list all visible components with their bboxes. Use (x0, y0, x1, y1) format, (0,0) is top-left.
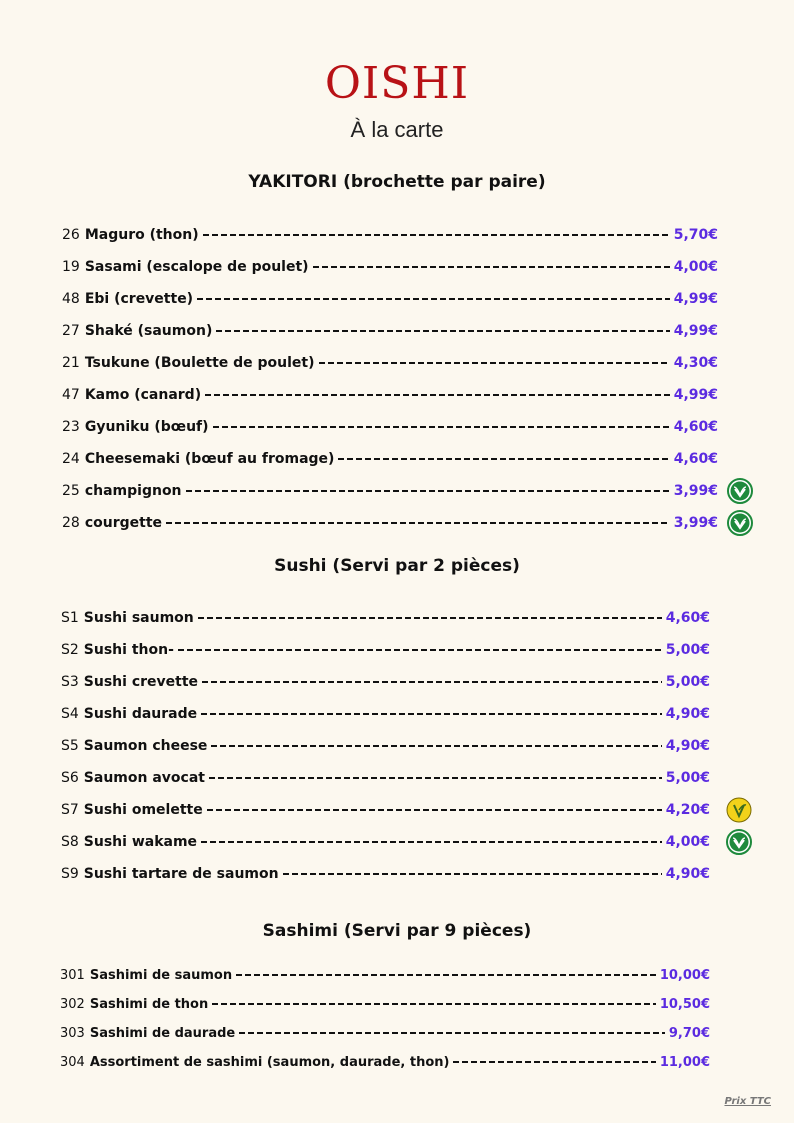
item-price: 4,99€ (673, 387, 718, 403)
item-number: S7 (61, 802, 79, 818)
item-number: S1 (61, 610, 79, 626)
dotted-leader (313, 266, 670, 268)
menu-item-row (62, 479, 718, 503)
item-number: 24 (62, 451, 80, 467)
item-price: 10,00€ (659, 967, 710, 983)
item-price: 4,90€ (665, 738, 710, 754)
menu-item-row (60, 1050, 710, 1074)
menu-item-row (61, 734, 710, 758)
menu-item-row (62, 415, 718, 439)
dotted-leader (209, 777, 662, 779)
item-name: Sashimi de daurade (89, 1025, 236, 1041)
item-name: champignon (84, 483, 182, 499)
dotted-leader (201, 713, 662, 715)
item-name: Maguro (thon) (84, 227, 199, 243)
dotted-leader (216, 330, 669, 332)
menu-item-row (61, 606, 710, 630)
item-number: 28 (62, 515, 80, 531)
menu-item-row (61, 766, 710, 790)
item-price: 5,00€ (665, 770, 710, 786)
dotted-leader (207, 809, 662, 811)
item-price: 4,30€ (673, 355, 718, 371)
menu-item-row (60, 963, 710, 987)
item-price: 4,00€ (673, 259, 718, 275)
restaurant-title: OISHI (324, 58, 470, 109)
item-number: 47 (62, 387, 80, 403)
item-number: 301 (60, 967, 85, 983)
dotted-leader (213, 426, 670, 428)
item-name: Tsukune (Boulette de poulet) (84, 355, 315, 371)
item-name: Sushi daurade (83, 706, 198, 722)
item-number: 48 (62, 291, 80, 307)
vegan-icon (726, 829, 752, 855)
menu-item-row (62, 351, 718, 375)
item-price: 4,99€ (673, 291, 718, 307)
menu-item-row (60, 992, 710, 1016)
item-number: 302 (60, 996, 85, 1012)
item-number: S5 (61, 738, 79, 754)
item-price: 3,99€ (673, 515, 718, 531)
item-price: 10,50€ (659, 996, 710, 1012)
item-price: 5,70€ (673, 227, 718, 243)
item-name: Kamo (canard) (84, 387, 202, 403)
item-number: 27 (62, 323, 80, 339)
menu-item-row (62, 511, 718, 535)
menu-item-row (62, 255, 718, 279)
item-price: 3,99€ (673, 483, 718, 499)
dotted-leader (236, 974, 656, 976)
dotted-leader (205, 394, 670, 396)
dotted-leader (178, 649, 662, 651)
item-name: Sushi crevette (83, 674, 199, 690)
item-number: 25 (62, 483, 80, 499)
item-price: 5,00€ (665, 674, 710, 690)
dotted-leader (201, 841, 662, 843)
item-price: 4,90€ (665, 706, 710, 722)
menu-subtitle: À la carte (350, 117, 444, 142)
section-title-yakitori: YAKITORI (brochette par paire) (248, 172, 546, 192)
item-name: Sasami (escalope de poulet) (84, 259, 309, 275)
item-price: 4,00€ (665, 834, 710, 850)
item-price: 4,60€ (673, 451, 718, 467)
menu-item-row (61, 862, 710, 886)
item-price: 4,20€ (665, 802, 710, 818)
menu-item-row (62, 447, 718, 471)
menu-item-row (62, 319, 718, 343)
item-name: Assortiment de sashimi (saumon, daurade, thon) (89, 1054, 450, 1070)
item-price: 4,90€ (665, 866, 710, 882)
item-number: S2 (61, 642, 79, 658)
dotted-leader (239, 1032, 665, 1034)
dotted-leader (186, 490, 670, 492)
item-name: Gyuniku (bœuf) (84, 419, 209, 435)
item-price: 4,99€ (673, 323, 718, 339)
item-number: 23 (62, 419, 80, 435)
item-name: Saumon cheese (83, 738, 208, 754)
item-name: Shaké (saumon) (84, 323, 213, 339)
item-number: 303 (60, 1025, 85, 1041)
item-name: Sushi saumon (83, 610, 194, 626)
vegan-icon (727, 510, 753, 536)
dotted-leader (197, 298, 670, 300)
item-name: Sushi omelette (83, 802, 203, 818)
menu-item-row (61, 670, 710, 694)
item-price: 9,70€ (668, 1025, 710, 1041)
vegan-icon (727, 478, 753, 504)
item-number: 19 (62, 259, 80, 275)
dotted-leader (166, 522, 670, 524)
dotted-leader (338, 458, 669, 460)
item-name: Ebi (crevette) (84, 291, 194, 307)
dotted-leader (212, 1003, 656, 1005)
item-name: courgette (84, 515, 163, 531)
menu-item-row (61, 638, 710, 662)
dotted-leader (283, 873, 662, 875)
item-number: 304 (60, 1054, 85, 1070)
item-price: 4,60€ (673, 419, 718, 435)
item-name: Saumon avocat (83, 770, 205, 786)
dotted-leader (202, 681, 662, 683)
item-number: S9 (61, 866, 79, 882)
item-number: S3 (61, 674, 79, 690)
dotted-leader (319, 362, 670, 364)
section-title-sashimi: Sashimi (Servi par 9 pièces) (262, 921, 532, 941)
menu-item-row (61, 830, 710, 854)
dotted-leader (453, 1061, 655, 1063)
item-price: 4,60€ (665, 610, 710, 626)
price-note: Prix TTC (724, 1096, 771, 1107)
item-number: S6 (61, 770, 79, 786)
dotted-leader (211, 745, 661, 747)
item-name: Sushi wakame (83, 834, 198, 850)
item-name: Sashimi de saumon (89, 967, 233, 983)
item-number: S4 (61, 706, 79, 722)
item-number: S8 (61, 834, 79, 850)
item-name: Sushi tartare de saumon (83, 866, 279, 882)
menu-item-row (61, 702, 710, 726)
menu-item-row (61, 798, 710, 822)
item-name: Sashimi de thon (89, 996, 209, 1012)
menu-item-row (62, 287, 718, 311)
item-number: 26 (62, 227, 80, 243)
menu-item-row (60, 1021, 710, 1045)
menu-item-row (62, 383, 718, 407)
item-number: 21 (62, 355, 80, 371)
item-name: Sushi thon- (83, 642, 174, 658)
menu-item-row (62, 223, 718, 247)
dotted-leader (198, 617, 662, 619)
vegetarian-icon (726, 797, 752, 823)
item-price: 11,00€ (659, 1054, 710, 1070)
item-name: Cheesemaki (bœuf au fromage) (84, 451, 335, 467)
section-title-sushi: Sushi (Servi par 2 pièces) (274, 556, 520, 576)
item-price: 5,00€ (665, 642, 710, 658)
dotted-leader (203, 234, 670, 236)
